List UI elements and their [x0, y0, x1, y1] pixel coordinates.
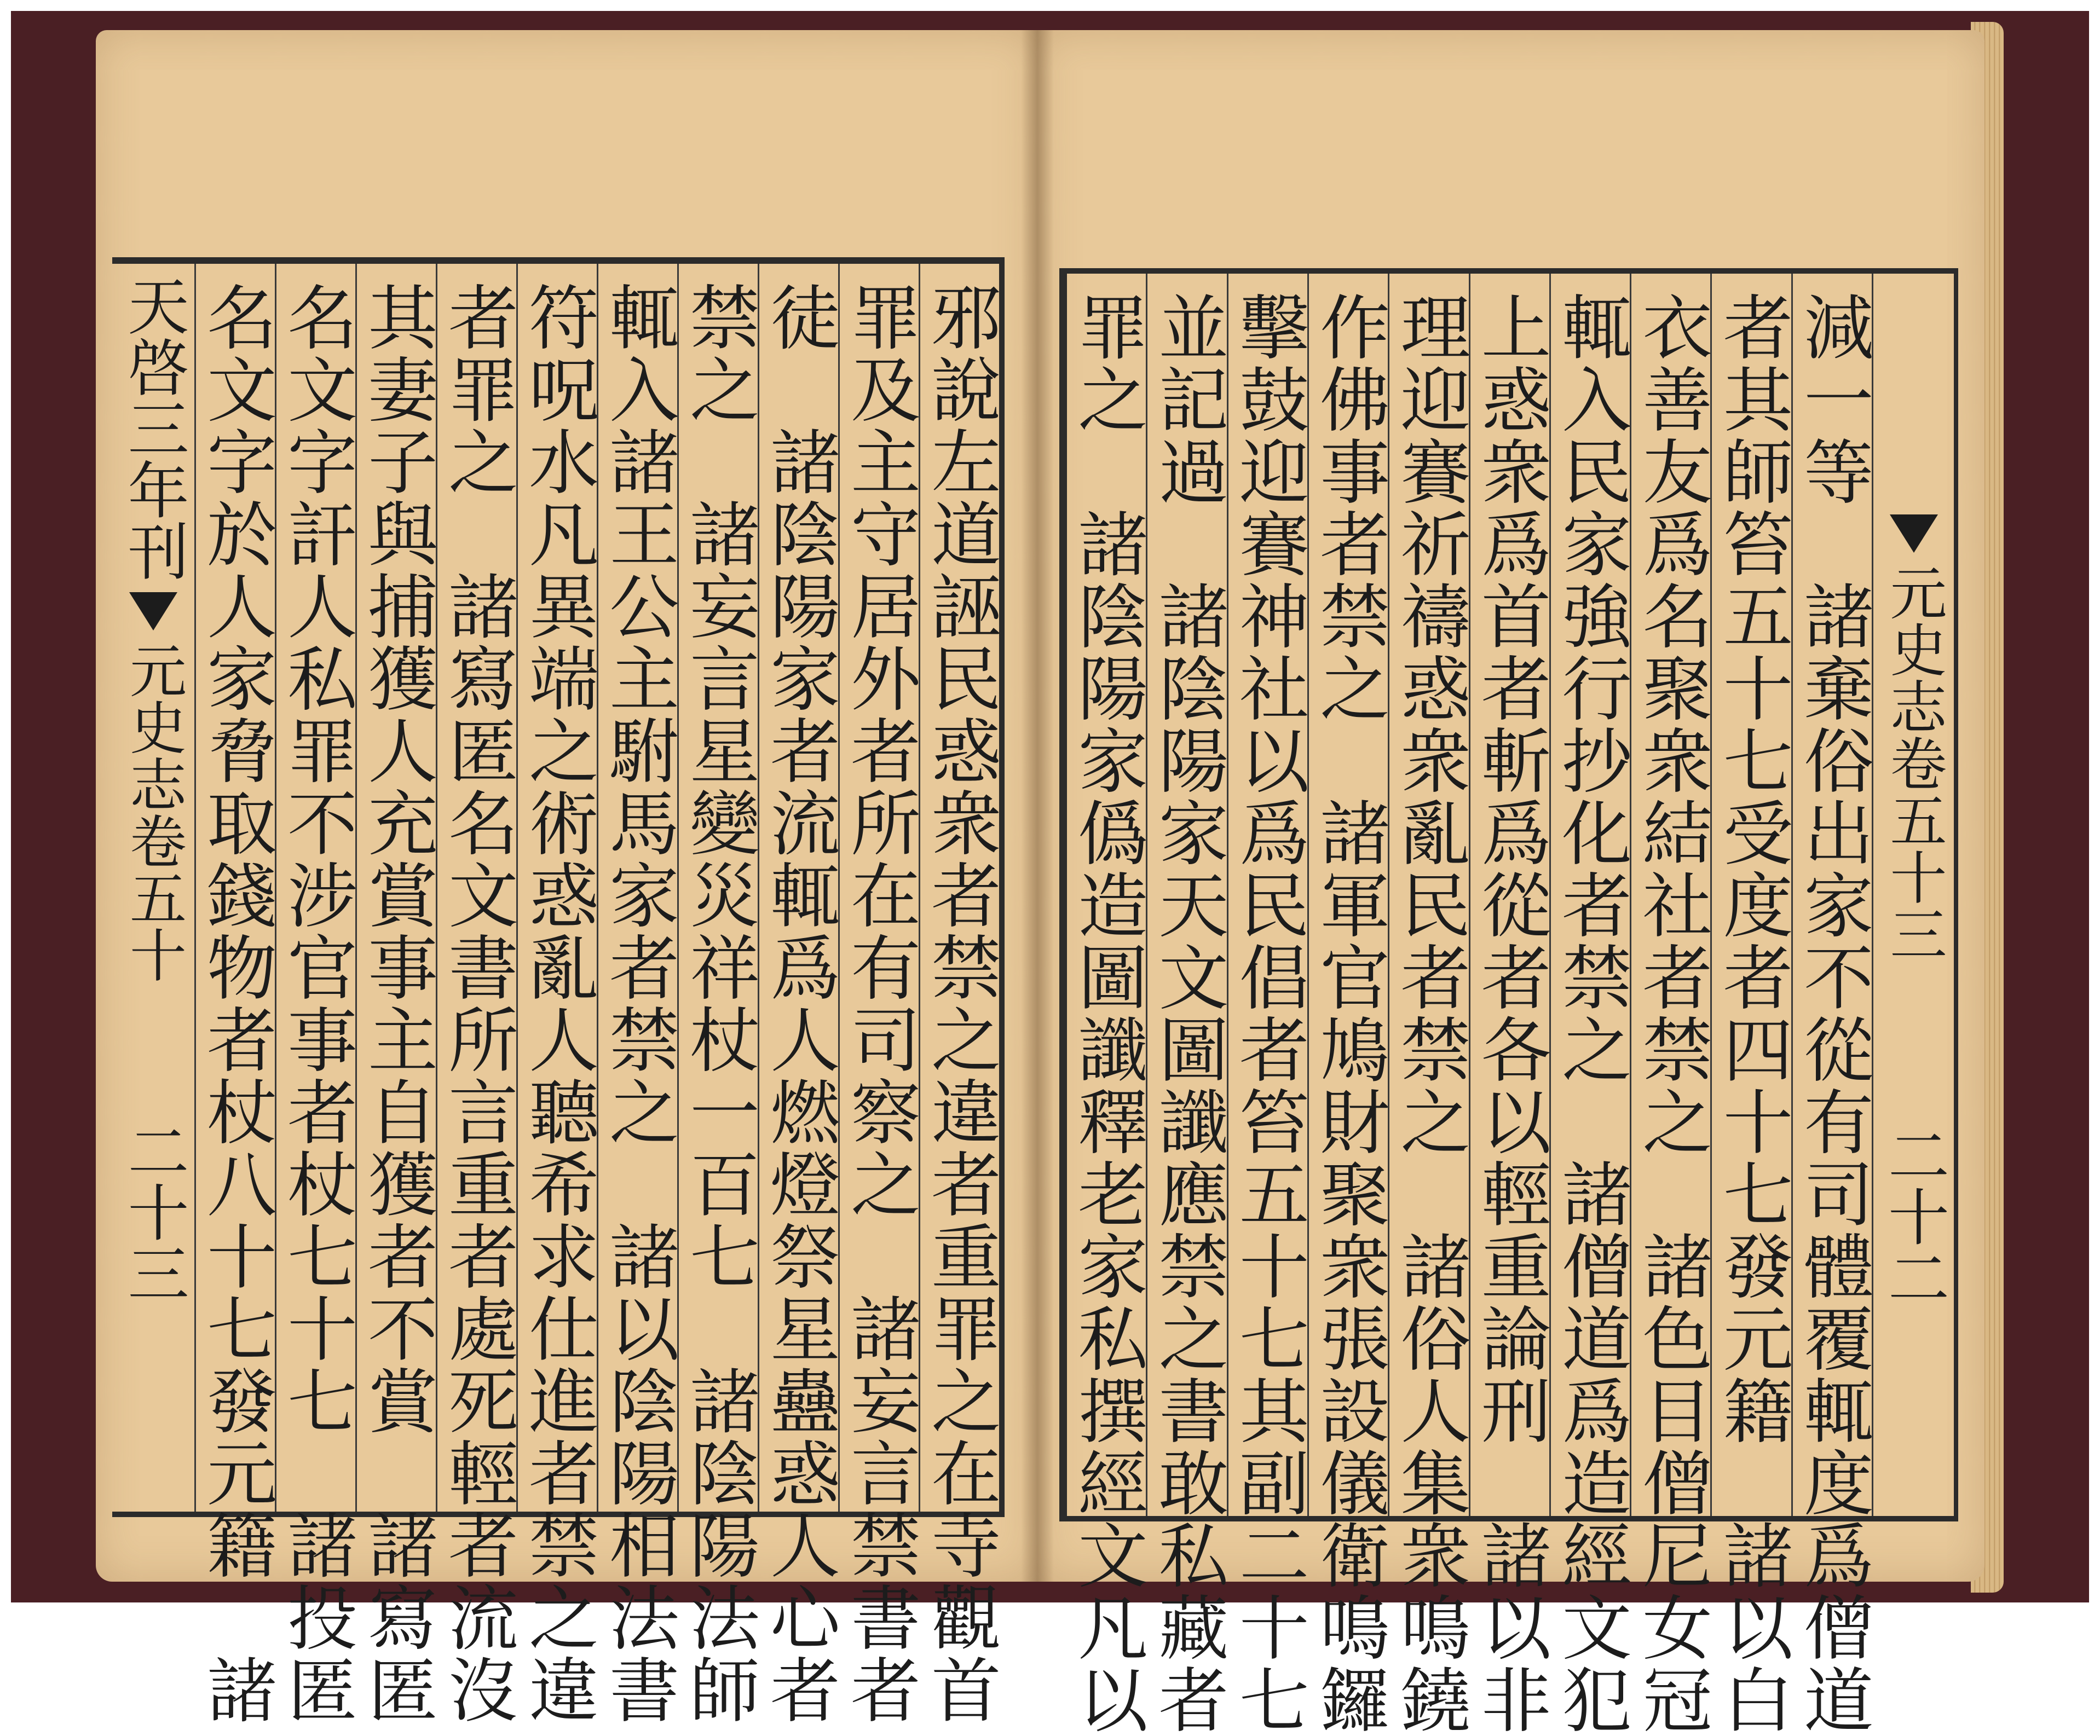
column-text: 輒入民家強行抄化者禁之 諸僧道爲造經文犯 [1549, 291, 1631, 1736]
right-text-frame [1059, 268, 1958, 1736]
text-column [597, 264, 679, 1726]
column-text: 其妻子與捕獲人充賞事主自獲者不賞 諸寫匿 [356, 281, 437, 1726]
column-text: 衣善友爲名聚衆結社者禁之 諸色目僧尼女冠 [1630, 291, 1712, 1736]
column-text: 者罪之 諸寫匿名文書所言重者處死輕者流沒 [436, 281, 518, 1726]
text-column [194, 264, 276, 1726]
edition-label: 天啓三年刊 [118, 275, 189, 581]
text-column [1066, 274, 1148, 1736]
text-column [1388, 274, 1470, 1736]
text-column [1307, 274, 1390, 1736]
column-text: 減一等 諸棄俗出家不從有司體覆輒度爲僧道 [1791, 291, 1873, 1736]
page-number: 二十二 [1878, 1124, 1949, 1308]
column-text: 徒 諸陰陽家者流輒爲人燃燈祭星蠱惑人心者 [758, 281, 840, 1726]
text-column [919, 264, 1001, 1726]
column-text: 作佛事者禁之 諸軍官鳩財聚衆張設儀衛鳴鑼 [1308, 291, 1390, 1736]
text-column [677, 264, 759, 1726]
text-column [275, 264, 357, 1726]
column-text: 名文字訐人私罪不涉官事者杖七十七 諸投匿 [275, 281, 357, 1726]
text-column [355, 264, 437, 1726]
text-column [436, 264, 518, 1726]
column-text: 罪之 諸陰陽家僞造圖讖釋老家私撰經文凡以 [1066, 291, 1148, 1736]
text-column [1710, 274, 1793, 1736]
column-text: 理迎賽祈禱惑衆亂民者禁之 諸俗人集衆鳴鐃 [1388, 291, 1470, 1736]
page-number: 二十三 [118, 1120, 189, 1304]
book-spine [1021, 30, 1054, 1582]
column-text: 輒入諸王公主駙馬家者禁之 諸以陰陽相法書 [597, 281, 679, 1726]
left-text-frame [112, 257, 1005, 1726]
volume-title: 元史志卷五十三 [1880, 564, 1947, 962]
text-column [1469, 274, 1551, 1736]
text-column [1630, 274, 1712, 1736]
column-text: 並記過 諸陰陽家天文圖讖應禁之書敢私藏者 [1146, 291, 1228, 1736]
column-text: 符呪水凡異端之術惑亂人聽希求仕進者禁之違 [517, 281, 598, 1726]
column-text: 擊鼓迎賽神社以爲民倡者笞五十七其副二十七 [1227, 291, 1309, 1736]
left-margin-column [112, 264, 194, 1512]
column-text: 罪及主守居外者所在有司察之 諸妄言禁書者 [839, 281, 920, 1726]
column-text: 上惑衆爲首者斬爲從者各以輕重論刑 諸以非 [1469, 291, 1551, 1736]
text-column [1227, 274, 1309, 1736]
column-text: 禁之 諸妄言星變災祥杖一百七 諸陰陽法師 [678, 281, 759, 1726]
text-column [1791, 274, 1873, 1736]
text-column [758, 264, 840, 1726]
column-text: 名文字於人家脅取錢物者杖八十七發元籍 諸 [195, 281, 276, 1726]
text-column [1549, 274, 1631, 1736]
fishtail-mark [129, 592, 177, 630]
text-column [838, 264, 920, 1726]
column-text: 邪說左道誣民惑衆者禁之違者重罪之在寺觀首 [919, 281, 1001, 1726]
column-text: 者其師笞五十七受度者四十七發元籍 諸以白 [1711, 291, 1793, 1736]
text-column [516, 264, 598, 1726]
right-margin-column [1872, 274, 1954, 1516]
fishtail-mark [1890, 514, 1938, 553]
volume-title: 元史志卷五十 [120, 641, 187, 983]
text-column [1146, 274, 1228, 1736]
